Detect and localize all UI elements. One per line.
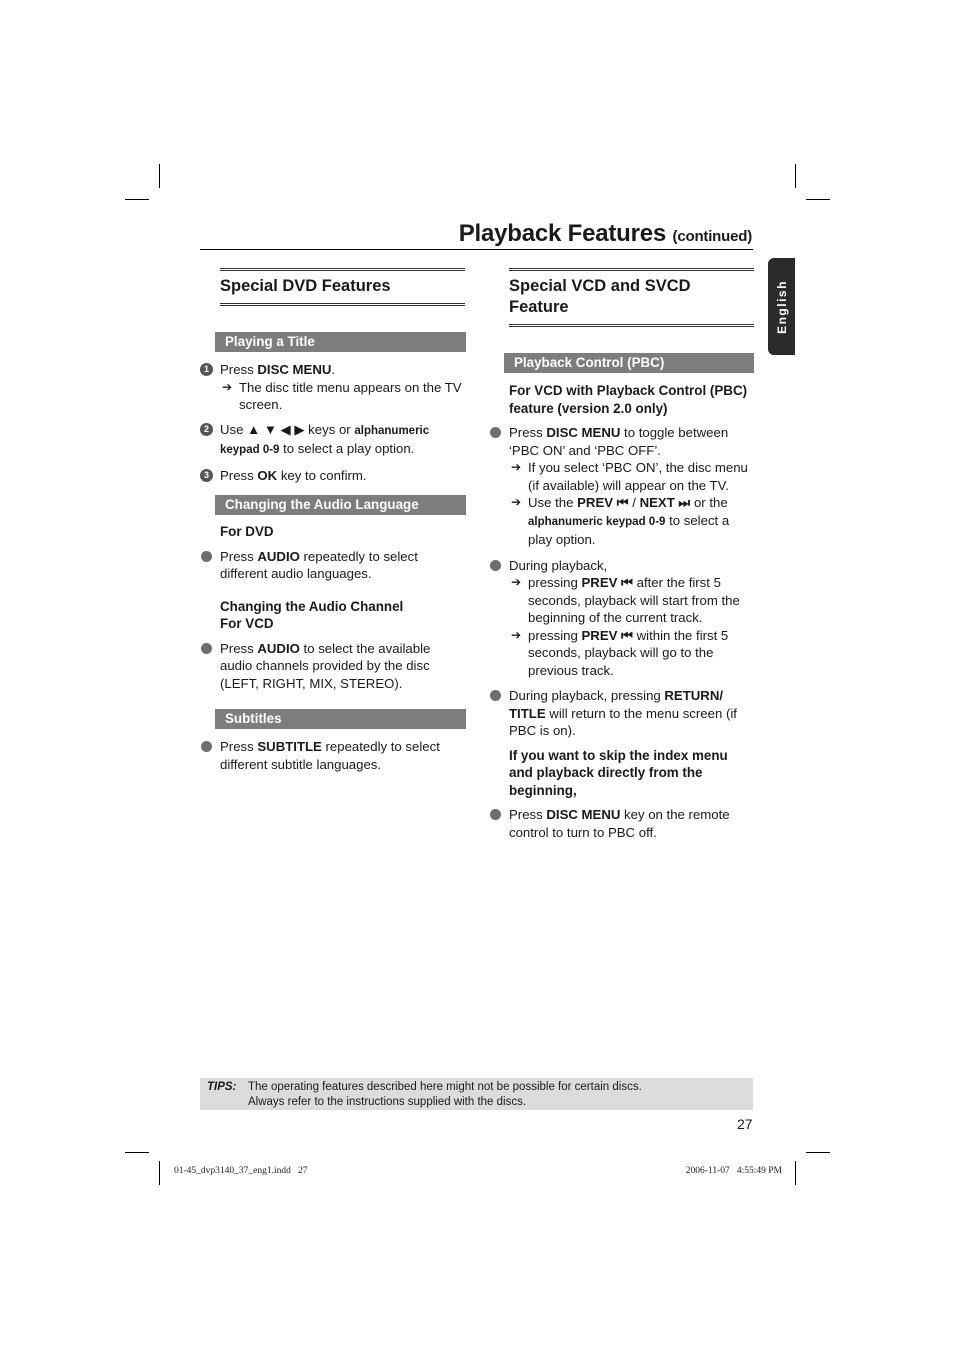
- language-tab: [768, 258, 795, 355]
- key-alphanumeric-keypad: alphanumeric keypad 0-9: [528, 515, 666, 528]
- tips-box: [200, 1078, 753, 1110]
- title-rule: [200, 249, 753, 250]
- next-icon: ⏭: [674, 495, 691, 510]
- step-2: 2 Use ▲ ▼ ◀ ▶ keys or alphanumeric keypad 0-9 to select a play option.: [220, 421, 465, 460]
- key-subtitle: SUBTITLE: [257, 739, 322, 754]
- key-prev: PREV: [577, 495, 614, 510]
- footer-timestamp: 2006-11-07 4:55:49 PM: [685, 1166, 782, 1176]
- key-prev: PREV: [581, 627, 618, 643]
- crop-mark: [125, 1152, 149, 1153]
- page-title-continued: (continued): [672, 228, 752, 245]
- key-disc-menu: DISC MENU: [257, 362, 332, 377]
- audio-channel-heading: Changing the Audio Channel: [220, 598, 404, 614]
- arrow-right-icon: ➔: [511, 575, 522, 589]
- tips-text: The operating features described here might not be possible for certain discs. Always refer to the instructions supplied with the discs.: [248, 1081, 642, 1108]
- bullet-icon: [201, 741, 212, 752]
- section-title-vcd: Special VCD and SVCD Feature: [509, 268, 754, 327]
- for-vcd-heading: For VCD: [220, 616, 274, 631]
- footer-file-info: 01-45_dvp3140_37_eng1.indd 27: [174, 1166, 308, 1176]
- language-tab-label: English: [774, 279, 789, 334]
- audio-language-item: Press AUDIO repeatedly to select different audio languages.: [220, 548, 465, 583]
- pbc-result-after-5s: ➔ pressing PREV ⏮ after the first 5 seconds, playback will start from the beginning of the current track.: [511, 575, 740, 625]
- section-title-dvd: Special DVD Features: [220, 268, 465, 306]
- prev-icon: ⏮: [613, 495, 629, 510]
- arrow-right-icon: ➔: [222, 379, 233, 394]
- crop-mark: [795, 164, 796, 188]
- pbc-intro-heading: For VCD with Playback Control (PBC) feature (version 2.0 only): [509, 383, 748, 416]
- subsection-bar-audio-language: Changing the Audio Language: [215, 495, 466, 515]
- bullet-icon: [490, 809, 501, 820]
- key-disc-menu: DISC MENU: [546, 807, 621, 822]
- crop-mark: [806, 199, 830, 200]
- step-number-1: 1: [200, 363, 213, 376]
- arrow-right-icon: ➔: [511, 460, 522, 474]
- key-return-title: RETURN/ TITLE: [509, 688, 724, 721]
- bullet-icon: [490, 427, 501, 438]
- right-column: [509, 268, 754, 841]
- key-next: NEXT: [639, 495, 675, 510]
- subsection-bar-playing-title: Playing a Title: [215, 332, 466, 352]
- crop-mark: [795, 1161, 796, 1185]
- page-number: 27: [737, 1116, 753, 1132]
- crop-mark: [159, 1161, 160, 1185]
- bullet-icon: [490, 690, 501, 701]
- arrow-keys-icon: ▲ ▼ ◀ ▶: [247, 421, 305, 437]
- key-audio: AUDIO: [257, 548, 300, 564]
- crop-mark: [159, 164, 160, 188]
- step-1: 1 Press DISC MENU. ➔ The disc title menu appears on the TV screen.: [220, 361, 465, 414]
- key-audio: AUDIO: [257, 640, 300, 656]
- subsection-bar-pbc: Playback Control (PBC): [504, 353, 754, 373]
- pbc-result-within-5s: ➔ pressing PREV ⏮ within the first 5 seconds, playback will go to the previous track.: [511, 627, 729, 678]
- key-prev: PREV: [581, 575, 618, 590]
- arrow-right-icon: ➔: [511, 627, 522, 642]
- pbc-result-select: ➔ Use the PREV ⏮ / NEXT ⏭ or the alphanumeric keypad 0-9 to select a play option.: [511, 495, 730, 547]
- audio-channel-item: Press AUDIO to select the available audio channels provided by the disc (LEFT, RIGHT, MIX, STEREO).: [220, 640, 465, 693]
- crop-mark: [125, 199, 149, 200]
- subsection-bar-subtitles: Subtitles: [215, 709, 466, 729]
- tips-label: TIPS:: [207, 1081, 237, 1093]
- key-ok: OK: [257, 467, 278, 483]
- prev-icon: ⏮: [617, 575, 633, 590]
- page-title-text: Playback Features: [458, 220, 667, 247]
- step-number-2: 2: [200, 423, 213, 436]
- key-alphanumeric-keypad: alphanumeric keypad 0-9: [220, 424, 430, 456]
- prev-icon: ⏮: [617, 627, 633, 643]
- skip-index-heading: If you want to skip the index menu and playback directly from the beginning,: [509, 747, 728, 798]
- step-1-result: ➔ The disc title menu appears on the TV screen.: [222, 379, 462, 412]
- for-dvd-heading: For DVD: [220, 524, 274, 539]
- pbc-item-toggle: Press DISC MENU to toggle between ‘PBC ON’ and ‘PBC OFF’. ➔ If you select ‘PBC ON’, the disc menu (if available) will appear on the TV. ➔ Use the PREV ⏮ / NEXT ⏭ or the alphanumeric keypad 0-9 to select a play option.: [509, 424, 754, 549]
- step-number-3: 3: [200, 469, 213, 482]
- pbc-item-off: Press DISC MENU key on the remote control to turn to PBC off.: [509, 806, 754, 841]
- key-disc-menu: DISC MENU: [546, 425, 621, 440]
- page-title: [459, 220, 752, 248]
- crop-mark: [806, 1152, 830, 1153]
- pbc-item-during-playback: During playback, ➔ pressing PREV ⏮ after the first 5 seconds, playback will start from the beginning of the current track. ➔ pressing PREV ⏮ within the first 5 seconds, playback will go to the previous track.: [509, 557, 754, 680]
- left-column: [203, 268, 465, 773]
- bullet-icon: [201, 551, 212, 562]
- subtitle-item: Press SUBTITLE repeatedly to select different subtitle languages.: [220, 738, 465, 773]
- bullet-icon: [201, 643, 212, 654]
- step-3: 3 Press OK key to confirm.: [220, 467, 465, 485]
- arrow-right-icon: ➔: [511, 495, 522, 509]
- pbc-result-on: ➔ If you select ‘PBC ON’, the disc menu (if available) will appear on the TV.: [511, 460, 748, 493]
- bullet-icon: [490, 560, 501, 571]
- pbc-item-return: During playback, pressing RETURN/ TITLE will return to the menu screen (if PBC is on).: [509, 687, 754, 740]
